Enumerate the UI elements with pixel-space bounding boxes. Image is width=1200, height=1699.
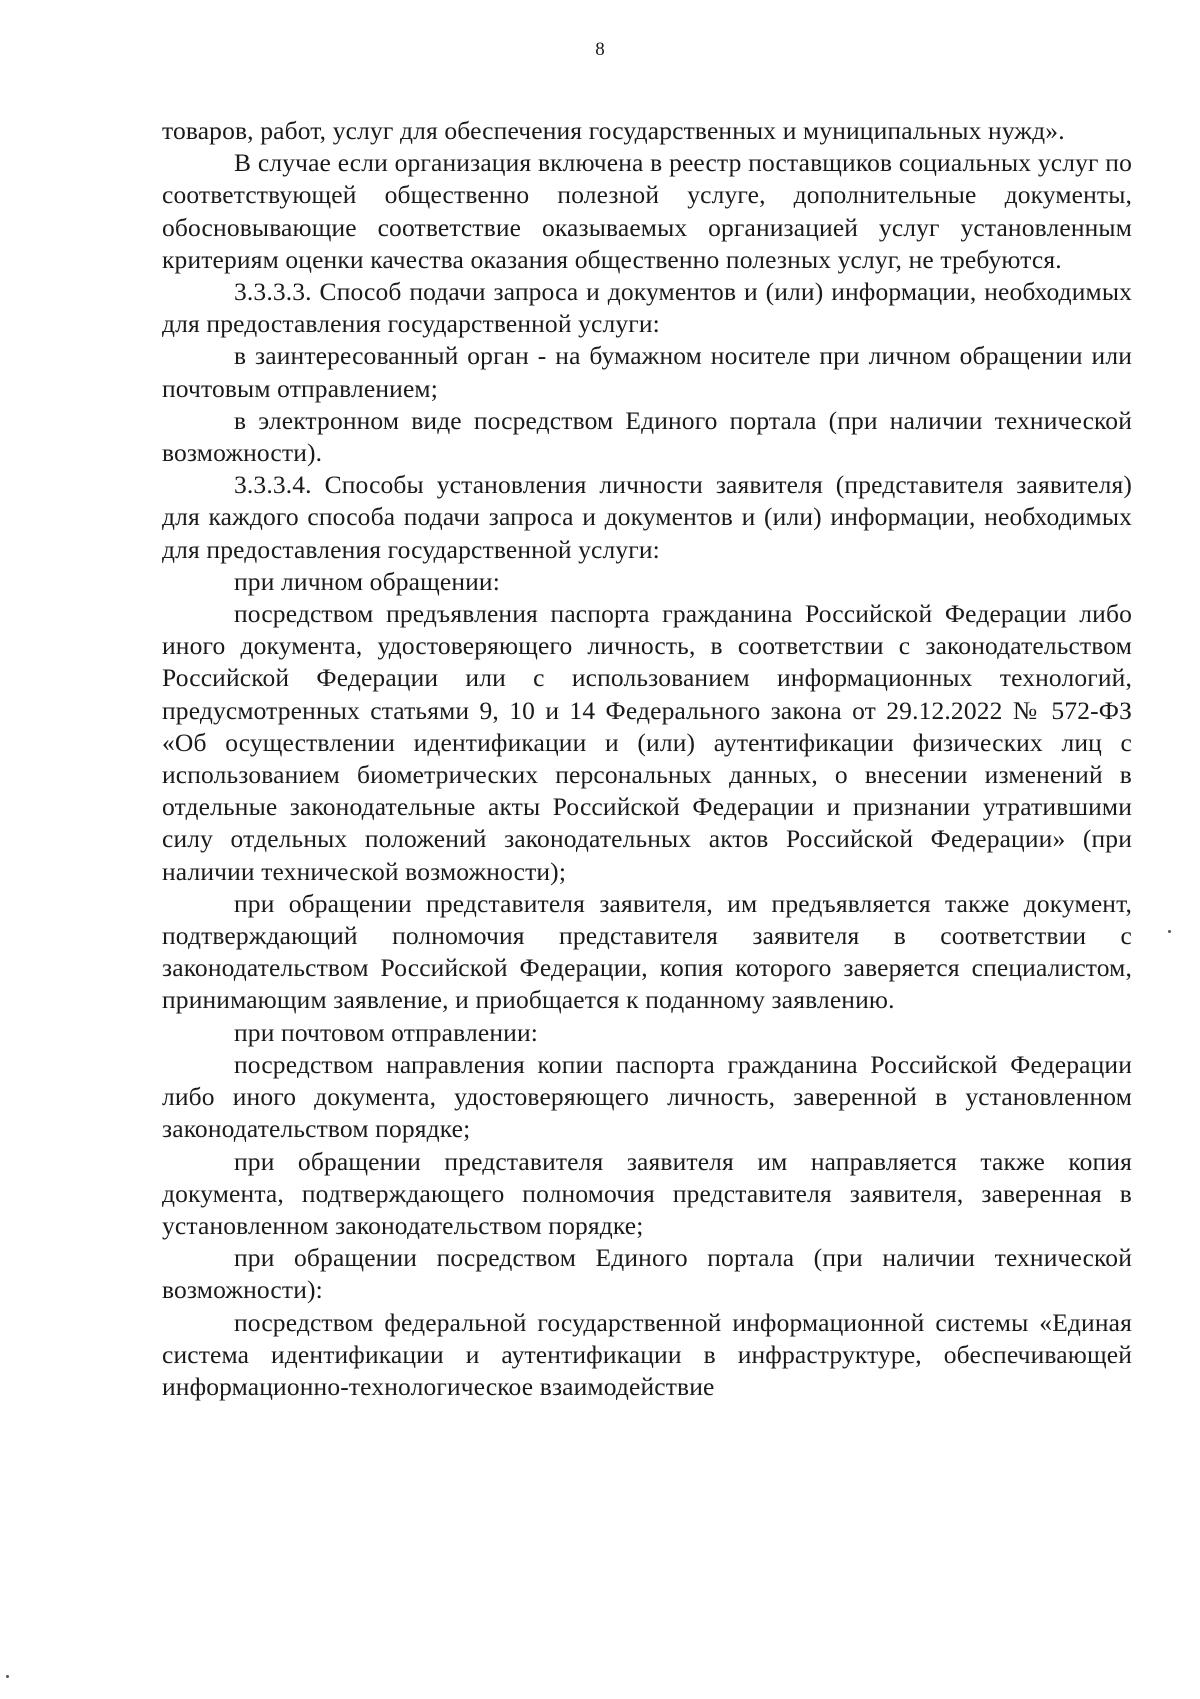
- paragraph: посредством федеральной государственной информационной системы «Единая система идентификации и аутентификации в инфраструктуре, обеспечивающей информационно-технологическое взаимодействие: [162, 1307, 1132, 1401]
- paragraph: 3.3.3.4. Способы установления личности заявителя (представителя заявителя) для каждого способа подачи запроса и документов и (или) информации, необходимых для предоставления государственной услуги:: [162, 470, 1132, 564]
- document-body: [162, 115, 1132, 1403]
- paragraph: товаров, работ, услуг для обеспечения государственных и муниципальных нужд».: [162, 116, 1065, 145]
- paragraph: при почтовом отправлении:: [234, 1017, 538, 1047]
- paragraph: при обращении представителя заявителя, им предъявляется также документ, подтверждающий полномочия представителя заявителя в соответствии с законодательством Российской Федерации, копия которого заверяется специалистом, принимающим заявление, и приобщается к поданному заявлению.: [162, 888, 1132, 1015]
- paragraph: при личном обращении:: [234, 566, 500, 596]
- paragraph: при обращении представителя заявителя им направляется также копия документа, подтверждающего полномочия представителя заявителя, заверенная в установленном законодательством порядке;: [162, 1146, 1132, 1240]
- paragraph: 3.3.3.3. Способ подачи запроса и документов и (или) информации, необходимых для предоставления государственной услуги:: [162, 277, 1132, 339]
- paragraph: в электронном виде посредством Единого портала (при наличии технической возможности).: [162, 405, 1132, 468]
- paragraph: посредством предъявления паспорта гражданина Российской Федерации либо иного документа, удостоверяющего личность, в соответствии с законодательством Российской Федерации или с использованием информационных технологий, предусмотренных статьями 9, 10 и 14 Федерального закона от 29.12.2022 № 572-ФЗ «Об осуществлении идентификации и (или) аутентификации физических лиц с использованием биометрических персональных данных, о внесении изменений в отдельные законодательные акты Российской Федерации и признании утратившими силу отдельных положений законодательных актов Российской Федерации» (при наличии технической возможности);: [162, 599, 1132, 886]
- scan-speck: [6, 1675, 9, 1678]
- page-number: 8: [595, 39, 605, 60]
- paragraph: посредством направления копии паспорта гражданина Российской Федерации либо иного документа, удостоверяющего личность, заверенной в установленном законодательством порядке;: [162, 1049, 1132, 1144]
- paragraph: при обращении посредством Единого портала (при наличии технической возможности):: [162, 1243, 1132, 1305]
- scan-speck: [1168, 930, 1171, 933]
- paragraph: в заинтересованный орган - на бумажном носителе при личном обращении или почтовым отправлением;: [162, 341, 1132, 403]
- paragraph: В случае если организация включена в реестр поставщиков социальных услуг по соответствующей общественно полезной услуге, дополнительные документы, обосновывающие соответствие оказываемых организацией услуг установленным критериям оценки качества оказания общественно полезных услуг, не требуются.: [162, 148, 1132, 274]
